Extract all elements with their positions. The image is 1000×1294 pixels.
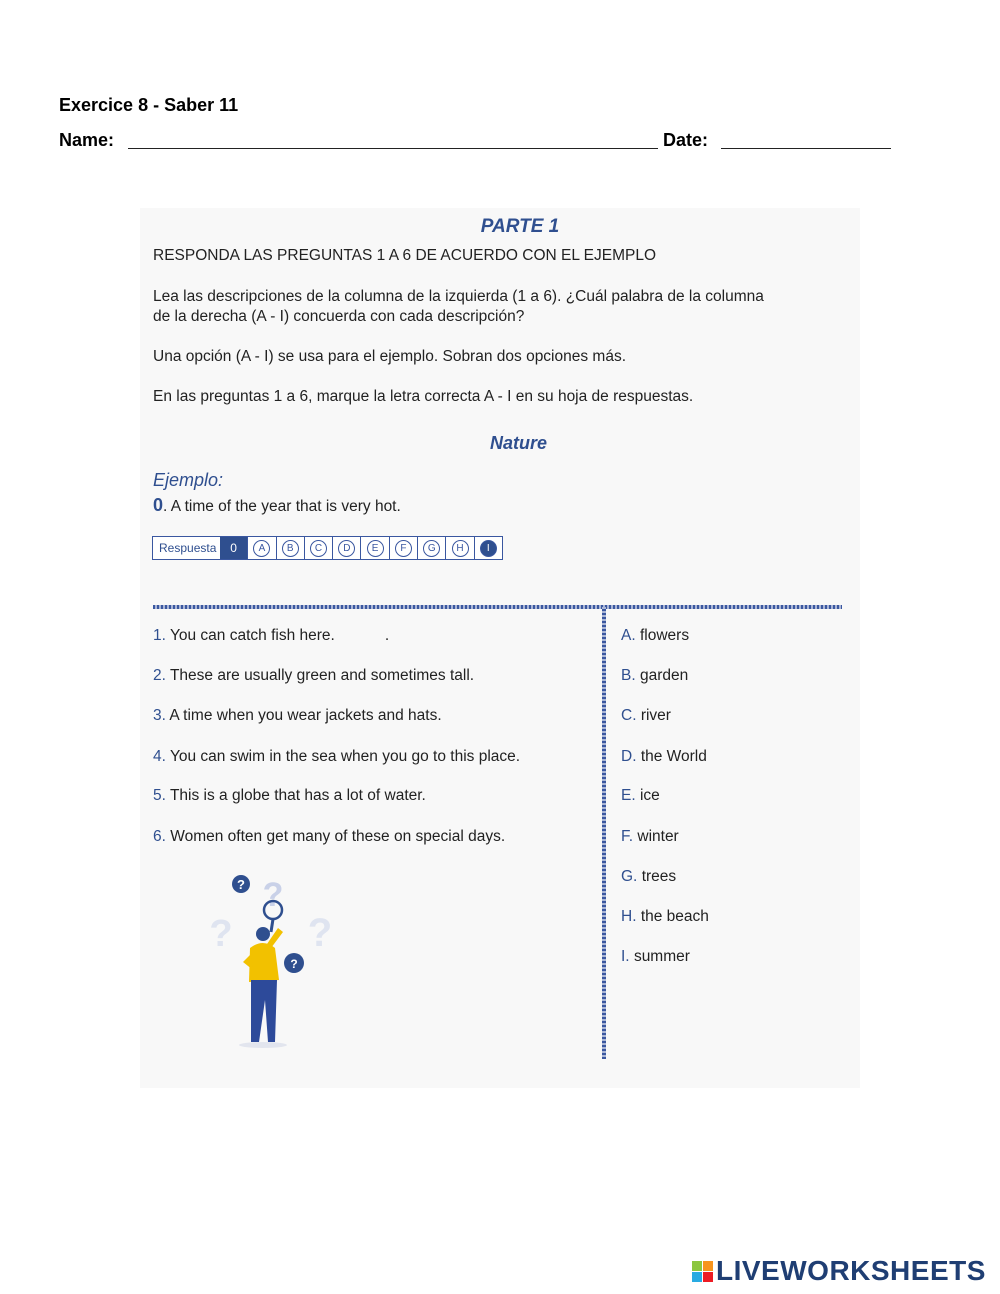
question-2: 2. These are usually green and sometimes tall.: [153, 667, 475, 684]
instruction-line-3: Una opción (A - I) se usa para el ejemplo. Sobran dos opciones más.: [153, 348, 627, 365]
answer-row: [152, 536, 503, 560]
answer-option-i: I: [474, 537, 502, 559]
answer-option-d: D: [332, 537, 360, 559]
answer-option-a: A: [247, 537, 275, 559]
question-5: 5. This is a globe that has a lot of water.: [153, 787, 426, 804]
answer-option-b: B: [276, 537, 304, 559]
example-sentence: [153, 495, 401, 516]
option-b: B. garden: [621, 667, 689, 684]
example-text: . A time of the year that is very hot.: [163, 498, 401, 515]
option-f: F. winter: [621, 828, 679, 845]
date-field-line[interactable]: [721, 148, 891, 149]
option-g: G. trees: [621, 868, 677, 885]
option-c: C. river: [621, 707, 671, 724]
svg-text:?: ?: [290, 957, 298, 971]
example-label: Ejemplo:: [153, 470, 224, 490]
liveworksheets-brand-text: LIVEWORKSHEETS: [716, 1255, 986, 1286]
instruction-line-2: de la derecha (A - I) concuerda con cada descripción?: [153, 308, 525, 325]
instruction-heading: RESPONDA LAS PREGUNTAS 1 A 6 DE ACUERDO CON EL EJEMPLO: [153, 247, 657, 264]
name-field-line[interactable]: [128, 148, 658, 149]
thinking-person-illustration: [205, 870, 345, 1050]
answer-label: Respuesta: [159, 541, 217, 555]
svg-text:?: ?: [237, 877, 245, 892]
topic-title: Nature: [490, 433, 548, 453]
answer-option-f: F: [389, 537, 417, 559]
answer-option-c: C: [304, 537, 332, 559]
svg-text:?: ?: [209, 913, 233, 955]
question-1: 1. You can catch fish here. .: [153, 627, 390, 644]
svg-text:?: ?: [262, 876, 284, 914]
vertical-divider: [602, 607, 606, 1059]
part-title: PARTE 1: [480, 216, 560, 237]
liveworksheets-logo: [692, 1255, 986, 1287]
option-e: E. ice: [621, 787, 660, 804]
answer-option-e: E: [360, 537, 388, 559]
horizontal-divider: [153, 605, 842, 609]
question-6: 6. Women often get many of these on special days.: [153, 828, 506, 845]
worksheet-title: Exercice 8 - Saber 11: [59, 95, 239, 115]
option-h: H. the beach: [621, 908, 709, 925]
question-4: 4. You can swim in the sea when you go to this place.: [153, 748, 521, 765]
name-label: Name:: [59, 130, 115, 150]
answer-option-g: G: [417, 537, 445, 559]
example-number: 0: [153, 495, 164, 515]
instruction-line-4: En las preguntas 1 a 6, marque la letra correcta A - I en su hoja de respuestas.: [153, 388, 694, 405]
question-3: 3. A time when you wear jackets and hats.: [153, 707, 442, 724]
option-a: A. flowers: [621, 627, 690, 644]
svg-text:?: ?: [307, 911, 333, 955]
date-label: Date:: [663, 130, 709, 150]
answer-number: 0: [220, 537, 247, 559]
liveworksheets-logo-mark: [692, 1261, 713, 1282]
instruction-line-1: Lea las descripciones de la columna de la izquierda (1 a 6). ¿Cuál palabra de la columna: [153, 288, 764, 305]
option-d: D. the World: [621, 748, 707, 765]
answer-option-h: H: [445, 537, 473, 559]
option-i: I. summer: [621, 948, 690, 965]
